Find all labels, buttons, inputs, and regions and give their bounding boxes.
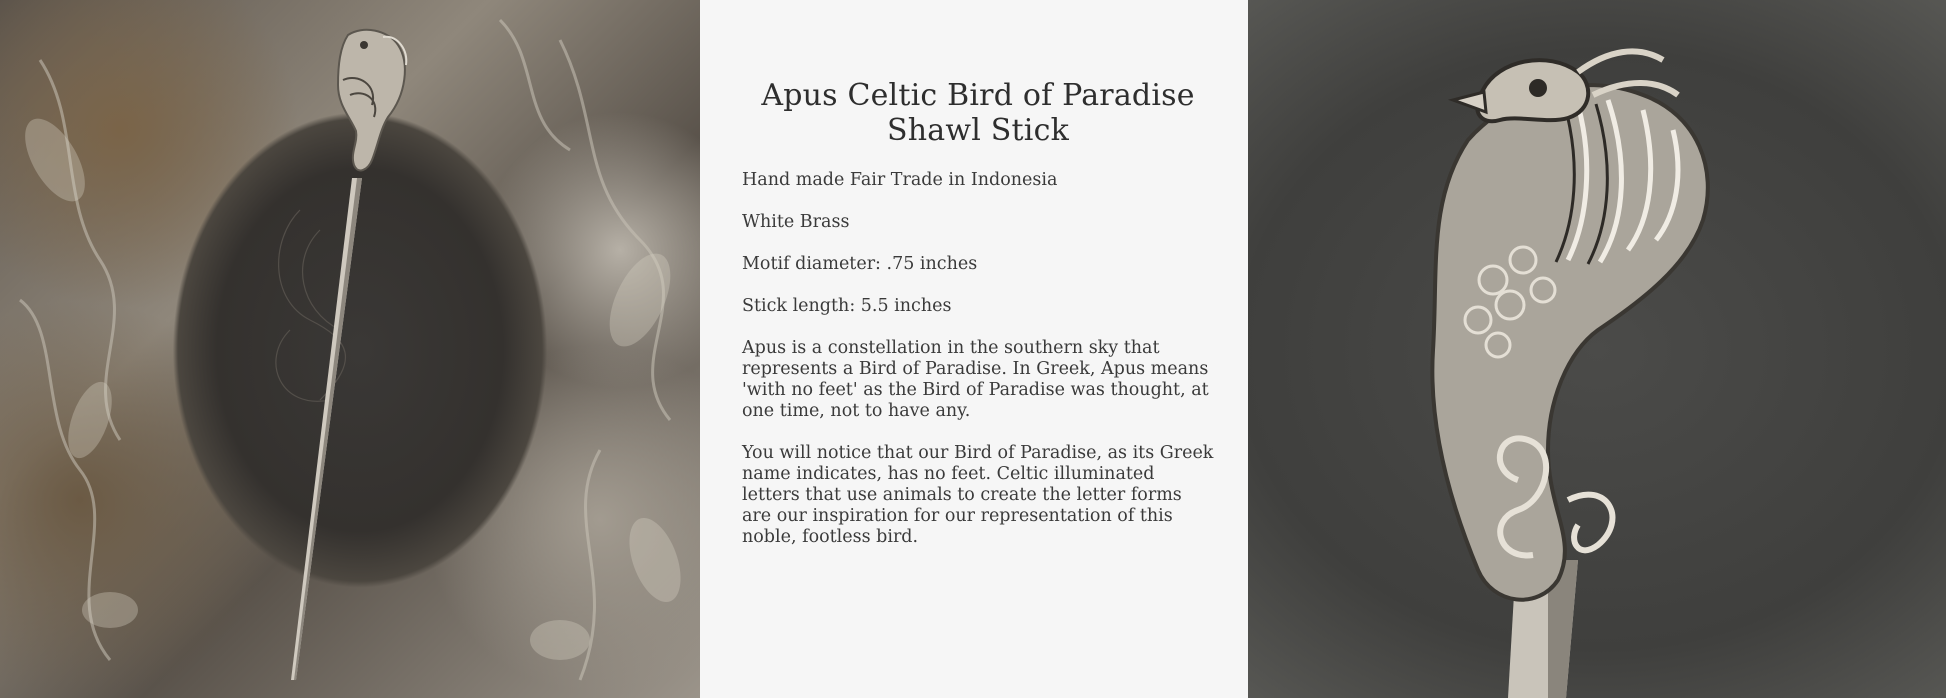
product-description-paragraph: You will notice that our Bird of Paradise, as its Greek name indicates, has no feet. Celtic illuminated letters that use animals to create the letter forms are our inspiration for our representation of this noble, footless bird.: [742, 443, 1214, 547]
product-description-panel: [700, 0, 1248, 698]
product-detail-origin: Hand made Fair Trade in Indonesia: [742, 170, 1058, 190]
product-photo-closeup: [1248, 0, 1946, 698]
product-photo-tray: [0, 0, 700, 698]
shawl-stick-on-tray-icon: [0, 0, 700, 698]
product-title: Apus Celtic Bird of Paradise Shawl Stick: [761, 78, 1195, 148]
product-description-paragraph: Apus is a constellation in the southern sky that represents a Bird of Paradise. In Greek, Apus means 'with no feet' as the Bird of Paradise was thought, at one time, not to have any.: [742, 338, 1209, 421]
product-detail-stick-length: Stick length: 5.5 inches: [742, 296, 952, 316]
product-detail-motif-diameter: Motif diameter: .75 inches: [742, 254, 978, 274]
product-detail-material: White Brass: [742, 212, 850, 232]
bird-motif-closeup-icon: [1248, 0, 1946, 698]
